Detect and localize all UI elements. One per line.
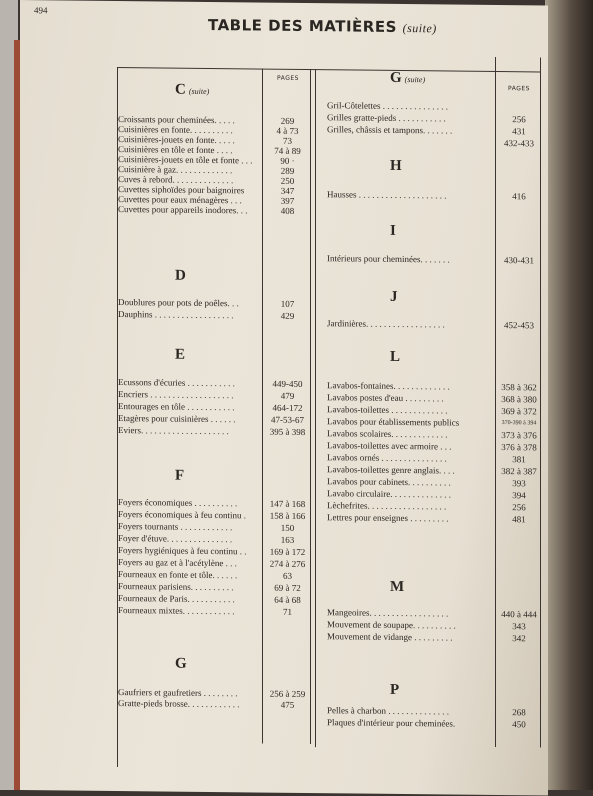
section-letter-text: H bbox=[390, 157, 403, 175]
index-entry-label: Jardinières. . . . . . . . . . . . . . . . . . bbox=[327, 318, 445, 330]
table-right-rule bbox=[540, 57, 541, 747]
index-entry-label: Encriers . . . . . . . . . . . . . . . . . . . bbox=[118, 389, 234, 401]
section-letter-text: M bbox=[390, 578, 406, 596]
index-entry-page: 256 bbox=[512, 114, 526, 125]
pages-column-label: PAGES bbox=[508, 85, 530, 93]
section-letter-f bbox=[175, 468, 185, 485]
section-letter-text: I bbox=[390, 222, 397, 239]
section-suffix: (suite) bbox=[186, 86, 210, 96]
index-entry-page: 431 bbox=[512, 126, 526, 137]
index-entry-page: 269 bbox=[280, 115, 295, 126]
index-entry-label: Mangeoires. . . . . . . . . . . . . . . . . . bbox=[327, 607, 449, 619]
index-entry-label: Etagères pour cuisinières . . . . . . bbox=[118, 413, 236, 425]
index-entry-page: 394 bbox=[512, 490, 526, 501]
index-entry-label: Pelles à charbon . . . . . . . . . . . . . . bbox=[327, 705, 449, 717]
section-letter-g bbox=[390, 70, 425, 87]
right-pages-rule bbox=[495, 57, 496, 747]
index-entry-label: Lavabos ornés . . . . . . . . . . . . . . . bbox=[327, 452, 447, 464]
index-entry-page: 289 bbox=[280, 165, 295, 176]
index-entry-page: 342 bbox=[512, 633, 526, 644]
index-entry-label: Cuisinière à gaz. . . . . . . . . . . . . bbox=[118, 164, 233, 176]
index-entry-page: 268 bbox=[512, 707, 526, 718]
index-entry-page: 158 à 166 bbox=[269, 510, 306, 521]
index-entry-label: Lavabos-toilettes avec armoire . . . bbox=[327, 440, 452, 452]
index-entry-label: Hausses . . . . . . . . . . . . . . . . . . . . bbox=[327, 189, 447, 201]
index-entry-page: 432-433 bbox=[504, 138, 534, 149]
section-letter-c bbox=[175, 82, 209, 99]
index-entry-page: 343 bbox=[512, 621, 526, 632]
index-entry-page: 163 bbox=[280, 534, 295, 545]
section-letter-p bbox=[390, 682, 400, 699]
section-letter-text: E bbox=[175, 346, 187, 363]
index-entry-label: Fourneaux parisiens. . . . . . . . . . bbox=[118, 581, 234, 593]
section-letter-text: G bbox=[175, 655, 188, 672]
index-entry-label: Fourneaux mixtes. . . . . . . . . . . . bbox=[118, 605, 235, 617]
index-entry-label: Ecussons d'écuries . . . . . . . . . . . bbox=[118, 377, 235, 389]
title-suffix: (suite) bbox=[402, 21, 437, 36]
index-entry-page: 395 à 398 bbox=[269, 426, 306, 437]
index-entry-page: 449-450 bbox=[272, 378, 303, 389]
index-entry-page: 479 bbox=[280, 390, 295, 401]
index-entry-page: 373 à 376 bbox=[501, 430, 537, 441]
page-gutter-shadow bbox=[545, 0, 593, 790]
index-entry-page: 107 bbox=[280, 298, 295, 309]
index-entry-label: Lavabo circulaire. . . . . . . . . . . . . . bbox=[327, 488, 451, 500]
book-page bbox=[20, 0, 548, 796]
index-entry-label: Gratte-pieds brosse. . . . . . . . . . . . bbox=[118, 698, 240, 710]
index-entry-label: Dauphins . . . . . . . . . . . . . . . . . . bbox=[118, 309, 234, 321]
section-letter-h bbox=[390, 158, 403, 175]
index-entry-label: Foyers tournants . . . . . . . . . . . . bbox=[118, 521, 233, 533]
index-entry-page: 71 bbox=[283, 606, 292, 617]
index-entry-page: 475 bbox=[280, 699, 295, 710]
section-letter-text: C bbox=[175, 81, 187, 98]
index-entry-page: 416 bbox=[512, 191, 526, 202]
index-entry-page: 73 bbox=[283, 135, 292, 146]
index-entry-label: Entourages en tôle . . . . . . . . . . . bbox=[118, 401, 235, 413]
index-entry-page: 370-390 à 394 bbox=[501, 420, 537, 427]
section-letter-d bbox=[175, 268, 187, 285]
index-entry-page: 381 bbox=[512, 454, 526, 465]
index-entry-page: 430-431 bbox=[504, 255, 534, 266]
index-entry-label: Grilles, châssis et tampons. . . . . . . bbox=[327, 124, 453, 136]
index-entry-label: Lavabos postes d'eau . . . . . . . . . bbox=[327, 392, 444, 404]
index-entry-label: Mouvement de soupape. . . . . . . . . . bbox=[327, 619, 456, 631]
index-entry-page: 408 bbox=[280, 205, 295, 216]
index-entry-label: Foyer d'étuve. . . . . . . . . . . . . . . bbox=[118, 533, 233, 545]
index-entry-page: 4 à 73 bbox=[276, 125, 299, 136]
index-entry-page: 147 à 168 bbox=[269, 498, 306, 509]
index-entry-page: 64 à 68 bbox=[274, 594, 301, 605]
index-entry-page: 464-172 bbox=[272, 402, 303, 413]
index-entry-page: 376 à 378 bbox=[501, 442, 537, 453]
section-letter-g bbox=[175, 656, 188, 673]
index-entry-label: Cuvettes pour appareils inodores. . . bbox=[118, 204, 248, 216]
index-entry-label: Grilles gratte-pieds . . . . . . . . . . . bbox=[327, 112, 446, 124]
page-number: 494 bbox=[34, 5, 48, 16]
index-entry-page: 74 à 89 bbox=[274, 145, 301, 156]
table-top-rule bbox=[117, 67, 540, 72]
middle-rule bbox=[315, 69, 316, 747]
index-entry-label: Doublures pour pots de poêles. . . bbox=[118, 297, 239, 309]
index-entry-label: Gaufriers et gaufretiers . . . . . . . . bbox=[118, 687, 238, 699]
index-entry-label: Cuvettes siphoïdes pour baignoires bbox=[118, 184, 245, 196]
index-entry-label: Foyers hygiéniques à feu continu . . bbox=[118, 545, 247, 557]
index-entry-label: Fourneaux en fonte et tôle. . . . . . bbox=[118, 569, 238, 581]
index-entry-page: 429 bbox=[280, 310, 295, 321]
index-entry-page: 440 à 444 bbox=[501, 609, 537, 620]
section-letter-text: L bbox=[390, 348, 402, 365]
index-entry-page: 393 bbox=[512, 478, 526, 489]
index-entry-label: Cuves à rebord. . . . . . . . . . . . . . bbox=[118, 174, 234, 186]
index-entry-page: 368 à 380 bbox=[501, 394, 537, 405]
section-letter-text: F bbox=[175, 467, 186, 484]
index-entry-label: Lavabos pour cabinets. . . . . . . . . . bbox=[327, 476, 451, 488]
index-entry-label: Cuisinières-jouets en fonte. . . . . bbox=[118, 134, 235, 146]
index-entry-page: 150 bbox=[280, 522, 295, 533]
index-entry-page: 347 bbox=[280, 185, 295, 196]
section-letter-j bbox=[390, 289, 399, 306]
index-entry-page: 169 à 172 bbox=[269, 546, 306, 557]
index-entry-label: Gril-Côtelettes . . . . . . . . . . . . . . . bbox=[327, 100, 448, 112]
index-entry-label: Lèchefrites. . . . . . . . . . . . . . . . . . bbox=[327, 500, 447, 512]
section-letter-text: P bbox=[390, 681, 401, 698]
index-entry-label: Plaques d'intérieur pour cheminées. bbox=[327, 717, 456, 729]
index-entry-label: Lavabos scolaires. . . . . . . . . . . . . bbox=[327, 428, 448, 440]
index-entry-label: Foyers économiques à feu continu . bbox=[118, 509, 246, 521]
index-entry-label: Lettres pour enseignes . . . . . . . . . bbox=[327, 512, 449, 524]
index-entry-label: Cuisinières en fonte. . . . . . . . . . bbox=[118, 124, 233, 136]
index-entry-page: 69 à 72 bbox=[274, 582, 301, 593]
index-entry-label: Lavabos-toilettes genre anglais. . . . bbox=[327, 464, 455, 476]
index-entry-label: Croissants pour cheminées. . . . . bbox=[118, 114, 235, 126]
index-entry-page: 256 bbox=[512, 502, 526, 513]
index-entry-label: Cuisinières en tôle et fonte . . . . bbox=[118, 144, 233, 156]
section-letter-text: G bbox=[390, 69, 403, 87]
index-entry-label: Foyers au gaz et à l'acétylène . . . bbox=[118, 557, 237, 569]
page-title bbox=[208, 16, 437, 36]
index-entry-page: 397 bbox=[280, 195, 295, 206]
section-letter-e bbox=[175, 347, 186, 364]
index-entry-page: 47-53-67 bbox=[271, 414, 304, 425]
index-entry-label: Lavabos-toilettes . . . . . . . . . . . . . bbox=[327, 404, 448, 416]
index-entry-label: Fourneaux de Paris. . . . . . . . . . . bbox=[118, 593, 235, 605]
index-entry-page: 90 · bbox=[280, 155, 295, 166]
title-text: TABLE DES MATIÈRES bbox=[208, 15, 397, 36]
section-letter-l bbox=[390, 349, 401, 366]
index-entry-page: 274 à 276 bbox=[269, 558, 306, 569]
section-letter-m bbox=[390, 579, 405, 596]
index-entry-label: Mouvement de vidange . . . . . . . . . bbox=[327, 631, 453, 643]
index-entry-page: 369 à 372 bbox=[501, 406, 537, 417]
section-letter-text: D bbox=[175, 267, 187, 284]
index-entry-page: 250 bbox=[280, 175, 295, 186]
index-entry-page: 63 bbox=[283, 570, 292, 581]
pages-column-label: PAGES bbox=[277, 74, 299, 82]
index-entry-label: Eviers. . . . . . . . . . . . . . . . . . . . bbox=[118, 425, 229, 437]
index-entry-page: 452-453 bbox=[504, 320, 534, 331]
index-entry-page: 256 à 259 bbox=[269, 688, 306, 699]
index-entry-label: Cuvettes pour eaux ménagères . . . bbox=[118, 194, 242, 206]
index-entry-label: Foyers économiques . . . . . . . . . . bbox=[118, 497, 238, 509]
index-entry-label: Lavabos-fontaines. . . . . . . . . . . . . bbox=[327, 380, 450, 392]
index-entry-label: Intérieurs pour cheminées. . . . . . . bbox=[327, 253, 450, 265]
index-entry-label: Cuisinières-jouets en tôle et fonte . . . bbox=[118, 154, 253, 166]
index-entry-page: 358 à 362 bbox=[501, 382, 537, 393]
section-letter-i bbox=[390, 223, 397, 240]
index-entry-page: 481 bbox=[512, 514, 526, 525]
index-entry-label: Lavabos pour établissements publics bbox=[327, 416, 460, 428]
section-suffix: (suite) bbox=[402, 75, 426, 85]
left-pages-rule-2 bbox=[310, 69, 311, 744]
index-entry-page: 450 bbox=[512, 719, 526, 730]
section-letter-text: J bbox=[390, 288, 399, 305]
index-entry-page: 382 à 387 bbox=[501, 466, 537, 477]
